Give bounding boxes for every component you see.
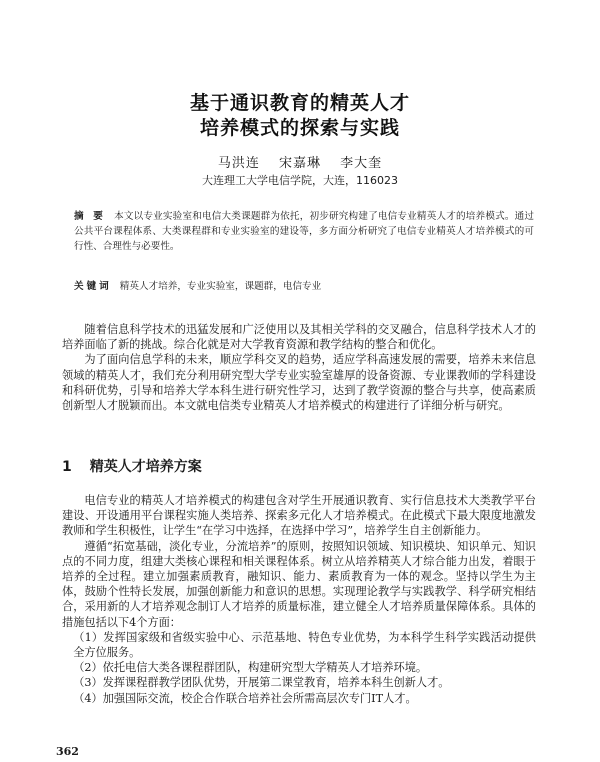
introduction [62, 322, 536, 413]
list-item: （3）发挥课程群教学团队优势，开展第二课堂教育，培养本科生创新人才。 [73, 676, 450, 690]
intro-paragraph: 随着信息科学技术的迅猛发展和广泛使用以及其相关学科的交叉融合，信息科学技术人才的培养面临了新的挑战。综合化就是对大学教育资源和教学结构的整合和优化。 [62, 323, 536, 352]
list-item: （4）加强国际交流，校企合作联合培养社会所需高层次专门IT人才。 [73, 691, 417, 705]
paper-title-line-1: 基于通识教育的精英人才 [189, 92, 410, 114]
section-paragraph: 遵循“拓宽基础，淡化专业，分流培养”的原则，按照知识领域、知识模块、知识单元、知识点的不同力度，组建大类核心课程和相关课程体系。树立从培养精英人才综合能力出发，着眼于培养的全过程。建立加强素质教育，融知识、能力、素质教育为一体的观念。坚持以学生为主体，鼓励个性特长发展，加强创新能力和意识的思想。实现理论教学与实践教学、科学研究相结合，采用新的人才培养观念制订人才培养的质量标准，建立健全人才培养质量保障体系。具体的措施包括以下4个方面： [62, 539, 536, 629]
section-number: 1 [62, 459, 72, 475]
measures-list [62, 630, 536, 706]
intro-paragraph: 为了面向信息学科的未来，顺应学科交叉的趋势，适应学科高速发展的需要，培养未来信息领域的精英人才，我们充分利用研究型大学专业实验室雄厚的设备资源、专业课教师的学科建设和科研优势，引导和培养大学本科生进行研究性学习，达到了教学资源的整合与共享，使高素质创新型人才脱颖而出。本文就电信类专业精英人才培养模式的构建进行了详细分析与研究。 [62, 353, 536, 413]
abstract [74, 209, 534, 254]
affiliation: 大连理工大学电信学院，大连，116023 [202, 174, 398, 187]
abstract-text: 本文以专业实验室和电信大类课题群为依托，初步研究构建了电信专业精英人才的培养模式。通过公共平台课程体系、大类课程群和专业实验室的建设等，多方面分析研究了电信专业精英人才培养模式的可行性、合理性与必要性。 [74, 211, 535, 252]
section-title: 精英人才培养方案 [89, 459, 202, 475]
section-1-body [62, 493, 536, 706]
list-item: （2）依托电信大类各课程群团队，构建研究型大学精英人才培养环境。 [73, 661, 428, 675]
keywords-text: 精英人才培养，专业实验室，课题群，电信专业 [119, 281, 322, 292]
page-number: 362 [56, 745, 79, 758]
paper-title-line-2: 培养模式的探索与实践 [199, 117, 400, 139]
section-1-heading [62, 456, 202, 476]
abstract-label: 摘 要 [74, 211, 107, 222]
keywords-label: 关键词 [74, 281, 112, 292]
list-item: （1）发挥国家级和省级实验中心、示范基地、特色专业优势，为本科学生科学实践活动提供全方位服务。 [73, 630, 536, 660]
author-list: 马洪连 宋嘉琳 李大奎 [217, 156, 383, 171]
keywords [74, 278, 534, 292]
section-paragraph: 电信专业的精英人才培养模式的构建包含对学生开展通识教育、实行信息技术大类教学平台建设、开设通用平台课程实施人类培养、探索多元化人才培养模式。在此模式下最大限度地激发教师和学生积极性，让学生“在学习中选择，在选择中学习”，培养学生自主创新能力。 [62, 494, 536, 538]
